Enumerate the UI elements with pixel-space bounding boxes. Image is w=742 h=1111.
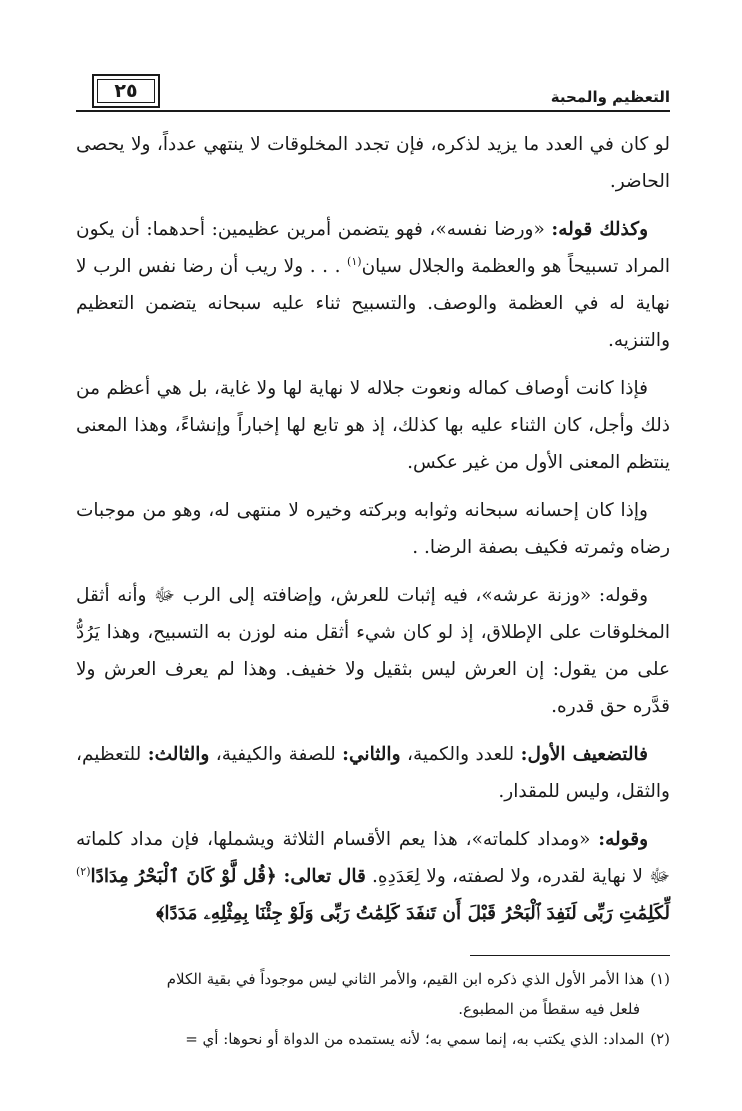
footnote-1 bbox=[40, 964, 670, 994]
page-number-box bbox=[92, 74, 160, 108]
running-header bbox=[76, 74, 670, 114]
footnote-ref-2: (٢) bbox=[76, 864, 91, 878]
footnote-2 bbox=[40, 1024, 670, 1054]
paragraph-3: فإذا كانت أوصاف كماله ونعوت جلاله لا نهاية لها ولا غاية، بل هي أعظم من ذلك وأجل، كان الثناء عليه بها كذلك، إذ هو تابع لها إخباراً وإنشاءً، وهذا المعنى ينتظم المعنى الأول من غير عكس. bbox=[76, 378, 670, 473]
lead-phrase: وكذلك قوله: bbox=[551, 219, 649, 240]
lead-phrase: قال تعالى: bbox=[283, 866, 366, 887]
main-text bbox=[76, 126, 670, 943]
paragraph-text: . . . ولا ريب أن رضا نفس الرب لا نهاية له في العظمة والوصف. والتسبيح ثناء عليه سبحانه يتضمن التعظيم والتنزيه. bbox=[76, 256, 670, 351]
quran-verse: لِّكَلِمَٰتِ رَبِّى لَنَفِدَ ٱلْبَحْرُ قَبْلَ أَن تَنفَدَ كَلِمَٰتُ رَبِّى وَلَوْ جِئْنَا بِمِثْلِهِۦ مَدَدًا﴾ bbox=[156, 903, 670, 924]
footnotes bbox=[40, 964, 670, 1054]
footnote-text: المداد: الذي يكتب به، إنما سمي به؛ لأنه يستمده من الدواة أو نحوها: أي = bbox=[185, 1030, 645, 1048]
paragraph-text: للتعظيم، والثقل، وليس للمقدار. bbox=[76, 744, 670, 802]
paragraph-2 bbox=[76, 211, 670, 359]
lead-phrase: فالتضعيف الأول: bbox=[520, 744, 648, 765]
footnote-rule bbox=[470, 955, 670, 956]
paragraph-6 bbox=[76, 736, 670, 810]
lead-phrase: والثاني: bbox=[342, 744, 401, 765]
footnote-ref-1: (١) bbox=[347, 254, 362, 268]
chapter-title: التعظيم والمحبة bbox=[550, 88, 670, 106]
footnote-number: (١) bbox=[650, 970, 670, 988]
paragraph-5: وقوله: «وزنة عرشه»، فيه إثبات للعرش، وإضافته إلى الرب ﷻ وأنه أثقل المخلوقات على الإطلاق، إذ لو كان شيء أثقل منه لوزن به التسبيح، وهذا يَرُدُّ على من يقول: إن العرش ليس بثقيل ولا خفيف. وهذا لم يعرف العرش ولا قدَّره حق قدره. bbox=[76, 585, 670, 717]
footnote-number: (٢) bbox=[650, 1030, 670, 1048]
footnote-text: هذا الأمر الأول الذي ذكره ابن القيم، والأمر الثاني ليس موجوداً في بقية الكلام bbox=[166, 970, 645, 988]
lead-phrase: والثالث: bbox=[147, 744, 210, 765]
paragraph-text: للصفة والكيفية، bbox=[209, 744, 343, 765]
paragraph-7 bbox=[76, 821, 670, 932]
paragraph-text: «ومداد كلماته»، هذا يعم الأقسام الثلاثة ويشملها، فإن مداد كلماته ﷻ لا نهاية لقدره، ولا لصفته، ولا لِعَدَدِهِ. bbox=[76, 829, 671, 887]
footnote-1-continued: فلعل فيه سقطاً من المطبوع. bbox=[458, 1000, 640, 1018]
page-number: ٢٥ bbox=[97, 79, 155, 103]
paragraph-text: للعدد والكمية، bbox=[400, 744, 521, 765]
paragraph-1: لو كان في العدد ما يزيد لذكره، فإن تجدد المخلوقات لا ينتهي عدداً، ولا يحصى الحاضر. bbox=[76, 134, 670, 192]
quran-verse: ﴿قُل لَّوْ كَانَ ٱلْبَحْرُ مِدَادًا bbox=[90, 866, 284, 887]
lead-phrase: وقوله: bbox=[598, 829, 648, 850]
paragraph-text: «ورضا نفسه»، فهو يتضمن أمرين عظيمين: أحدهما: أن يكون المراد تسبيحاً هو والعظمة والجلال سيان bbox=[76, 219, 670, 277]
header-rule bbox=[76, 110, 670, 112]
paragraph-4: وإذا كان إحسانه سبحانه وثوابه وبركته وخيره لا منتهى له، وهو من موجبات رضاه وثمرته فكيف بصفة الرضا. . bbox=[76, 500, 670, 558]
